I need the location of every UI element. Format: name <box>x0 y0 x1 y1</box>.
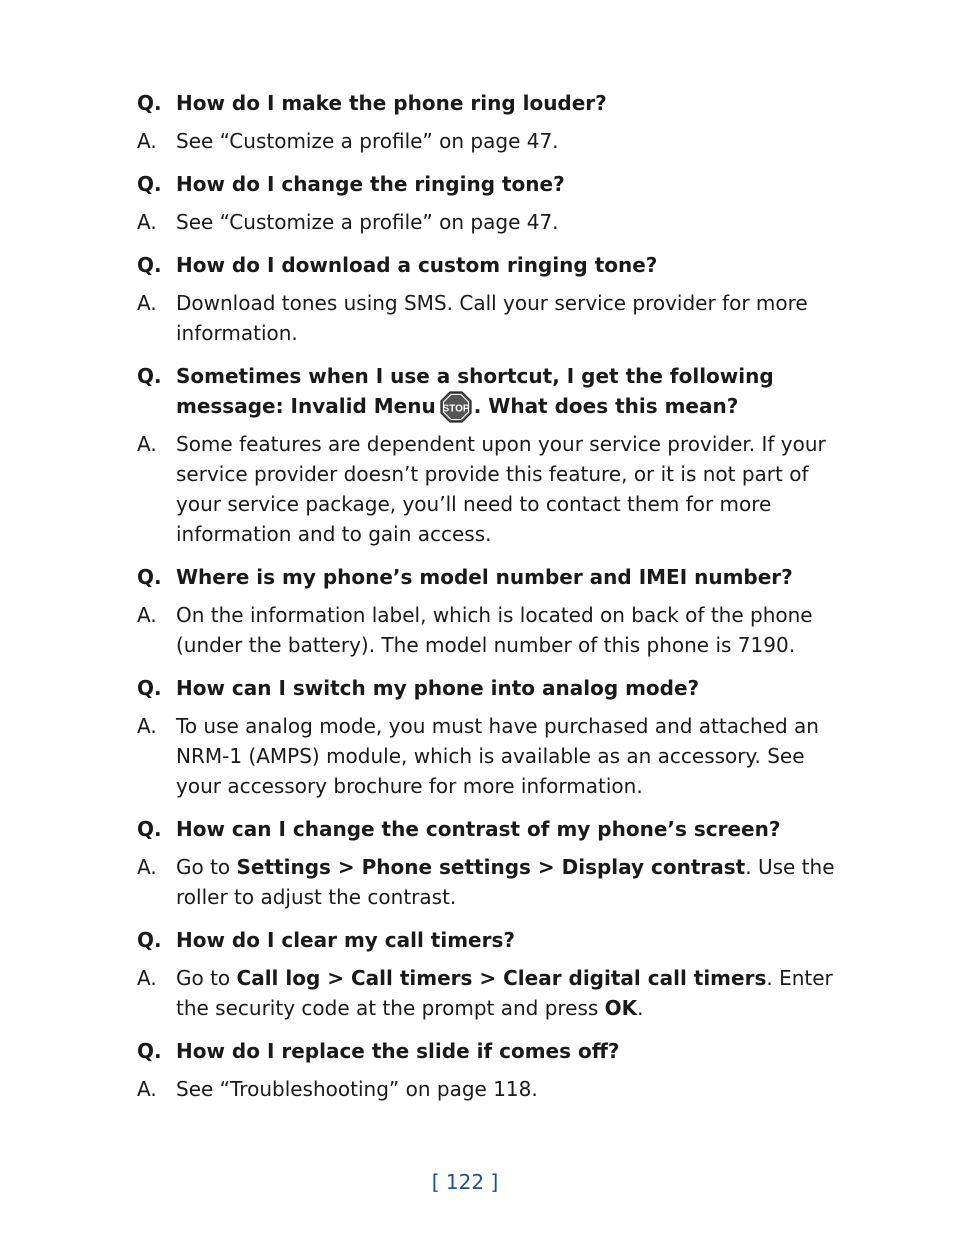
menu-path: Settings > Phone settings > Display contrast <box>236 855 746 879</box>
answer-text: On the information label, which is located on back of the phone (under the battery). The model number of this phone is 7190. <box>176 603 813 657</box>
answer-text: See “Customize a profile” on page 47. <box>176 210 559 234</box>
answer-prefix: A. <box>137 210 157 234</box>
answer-text-part: Go to <box>176 966 237 990</box>
answer-row <box>137 126 837 156</box>
answer-prefix: A. <box>137 1077 157 1101</box>
answer-text: See “Troubleshooting” on page 118. <box>176 1077 538 1101</box>
question-text: How do I replace the slide if comes off? <box>176 1039 620 1063</box>
page-number: [ 122 ] <box>431 1170 499 1194</box>
answer-text <box>176 852 837 912</box>
question-text: How can I change the contrast of my phone’s screen? <box>176 817 781 841</box>
answer-row <box>137 600 837 660</box>
question-row <box>137 169 837 199</box>
menu-path: Call log > Call timers > Clear digital call timers <box>236 966 767 990</box>
question-text-part: Sometimes when I use a shortcut, I get the following message: Invalid Menu <box>176 364 774 418</box>
faq-content <box>137 88 837 1104</box>
answer-prefix: A. <box>137 855 157 879</box>
question-text: How do I download a custom ringing tone? <box>176 253 658 277</box>
answer-row <box>137 207 837 237</box>
answer-row <box>137 963 837 1023</box>
question-row <box>137 925 837 955</box>
question-text-part: . What does this mean? <box>473 394 739 418</box>
answer-text <box>176 963 837 1023</box>
answer-prefix: A. <box>137 966 157 990</box>
answer-row <box>137 1074 837 1104</box>
question-text: How do I clear my call timers? <box>176 928 515 952</box>
question-text: How can I switch my phone into analog mode? <box>176 676 700 700</box>
stop-sign-icon <box>440 391 472 423</box>
question-text: Where is my phone’s model number and IMEI number? <box>176 565 793 589</box>
question-text: How do I change the ringing tone? <box>176 172 565 196</box>
answer-prefix: A. <box>137 129 157 153</box>
softkey-label: OK <box>604 996 638 1020</box>
question-prefix: Q. <box>137 928 162 952</box>
question-prefix: Q. <box>137 1039 162 1063</box>
answer-text-part: . <box>637 996 644 1020</box>
question-prefix: Q. <box>137 91 162 115</box>
answer-row <box>137 288 837 348</box>
question-prefix: Q. <box>137 676 162 700</box>
answer-text: Some features are dependent upon your service provider. If your service provider doesn’t provide this feature, or it is not part of your service package, you’ll need to contact them for more information and to gain access. <box>176 432 826 546</box>
question-row <box>137 814 837 844</box>
answer-text-part: Go to <box>176 855 237 879</box>
question-prefix: Q. <box>137 817 162 841</box>
question-row <box>137 562 837 592</box>
question-prefix: Q. <box>137 172 162 196</box>
answer-text: To use analog mode, you must have purchased and attached an NRM-1 (AMPS) module, which is available as an accessory. See your accessory brochure for more information. <box>176 714 819 798</box>
answer-row <box>137 852 837 912</box>
answer-prefix: A. <box>137 714 157 738</box>
stop-sign-label: STOP <box>442 403 470 414</box>
answer-text-part: . Enter the security code at the prompt and press <box>176 966 833 1020</box>
answer-text: Download tones using SMS. Call your service provider for more information. <box>176 291 808 345</box>
answer-prefix: A. <box>137 603 157 627</box>
answer-row <box>137 711 837 801</box>
question-row <box>137 673 837 703</box>
question-row <box>137 88 837 118</box>
question-prefix: Q. <box>137 253 162 277</box>
answer-row <box>137 429 837 549</box>
question-text <box>176 361 837 421</box>
question-prefix: Q. <box>137 364 162 388</box>
answer-prefix: A. <box>137 432 157 456</box>
question-text: How do I make the phone ring louder? <box>176 91 607 115</box>
answer-text: See “Customize a profile” on page 47. <box>176 129 559 153</box>
question-row <box>137 361 837 421</box>
answer-prefix: A. <box>137 291 157 315</box>
question-row <box>137 1036 837 1066</box>
question-row <box>137 250 837 280</box>
question-prefix: Q. <box>137 565 162 589</box>
answer-text-part: . Use the roller to adjust the contrast. <box>176 855 835 909</box>
